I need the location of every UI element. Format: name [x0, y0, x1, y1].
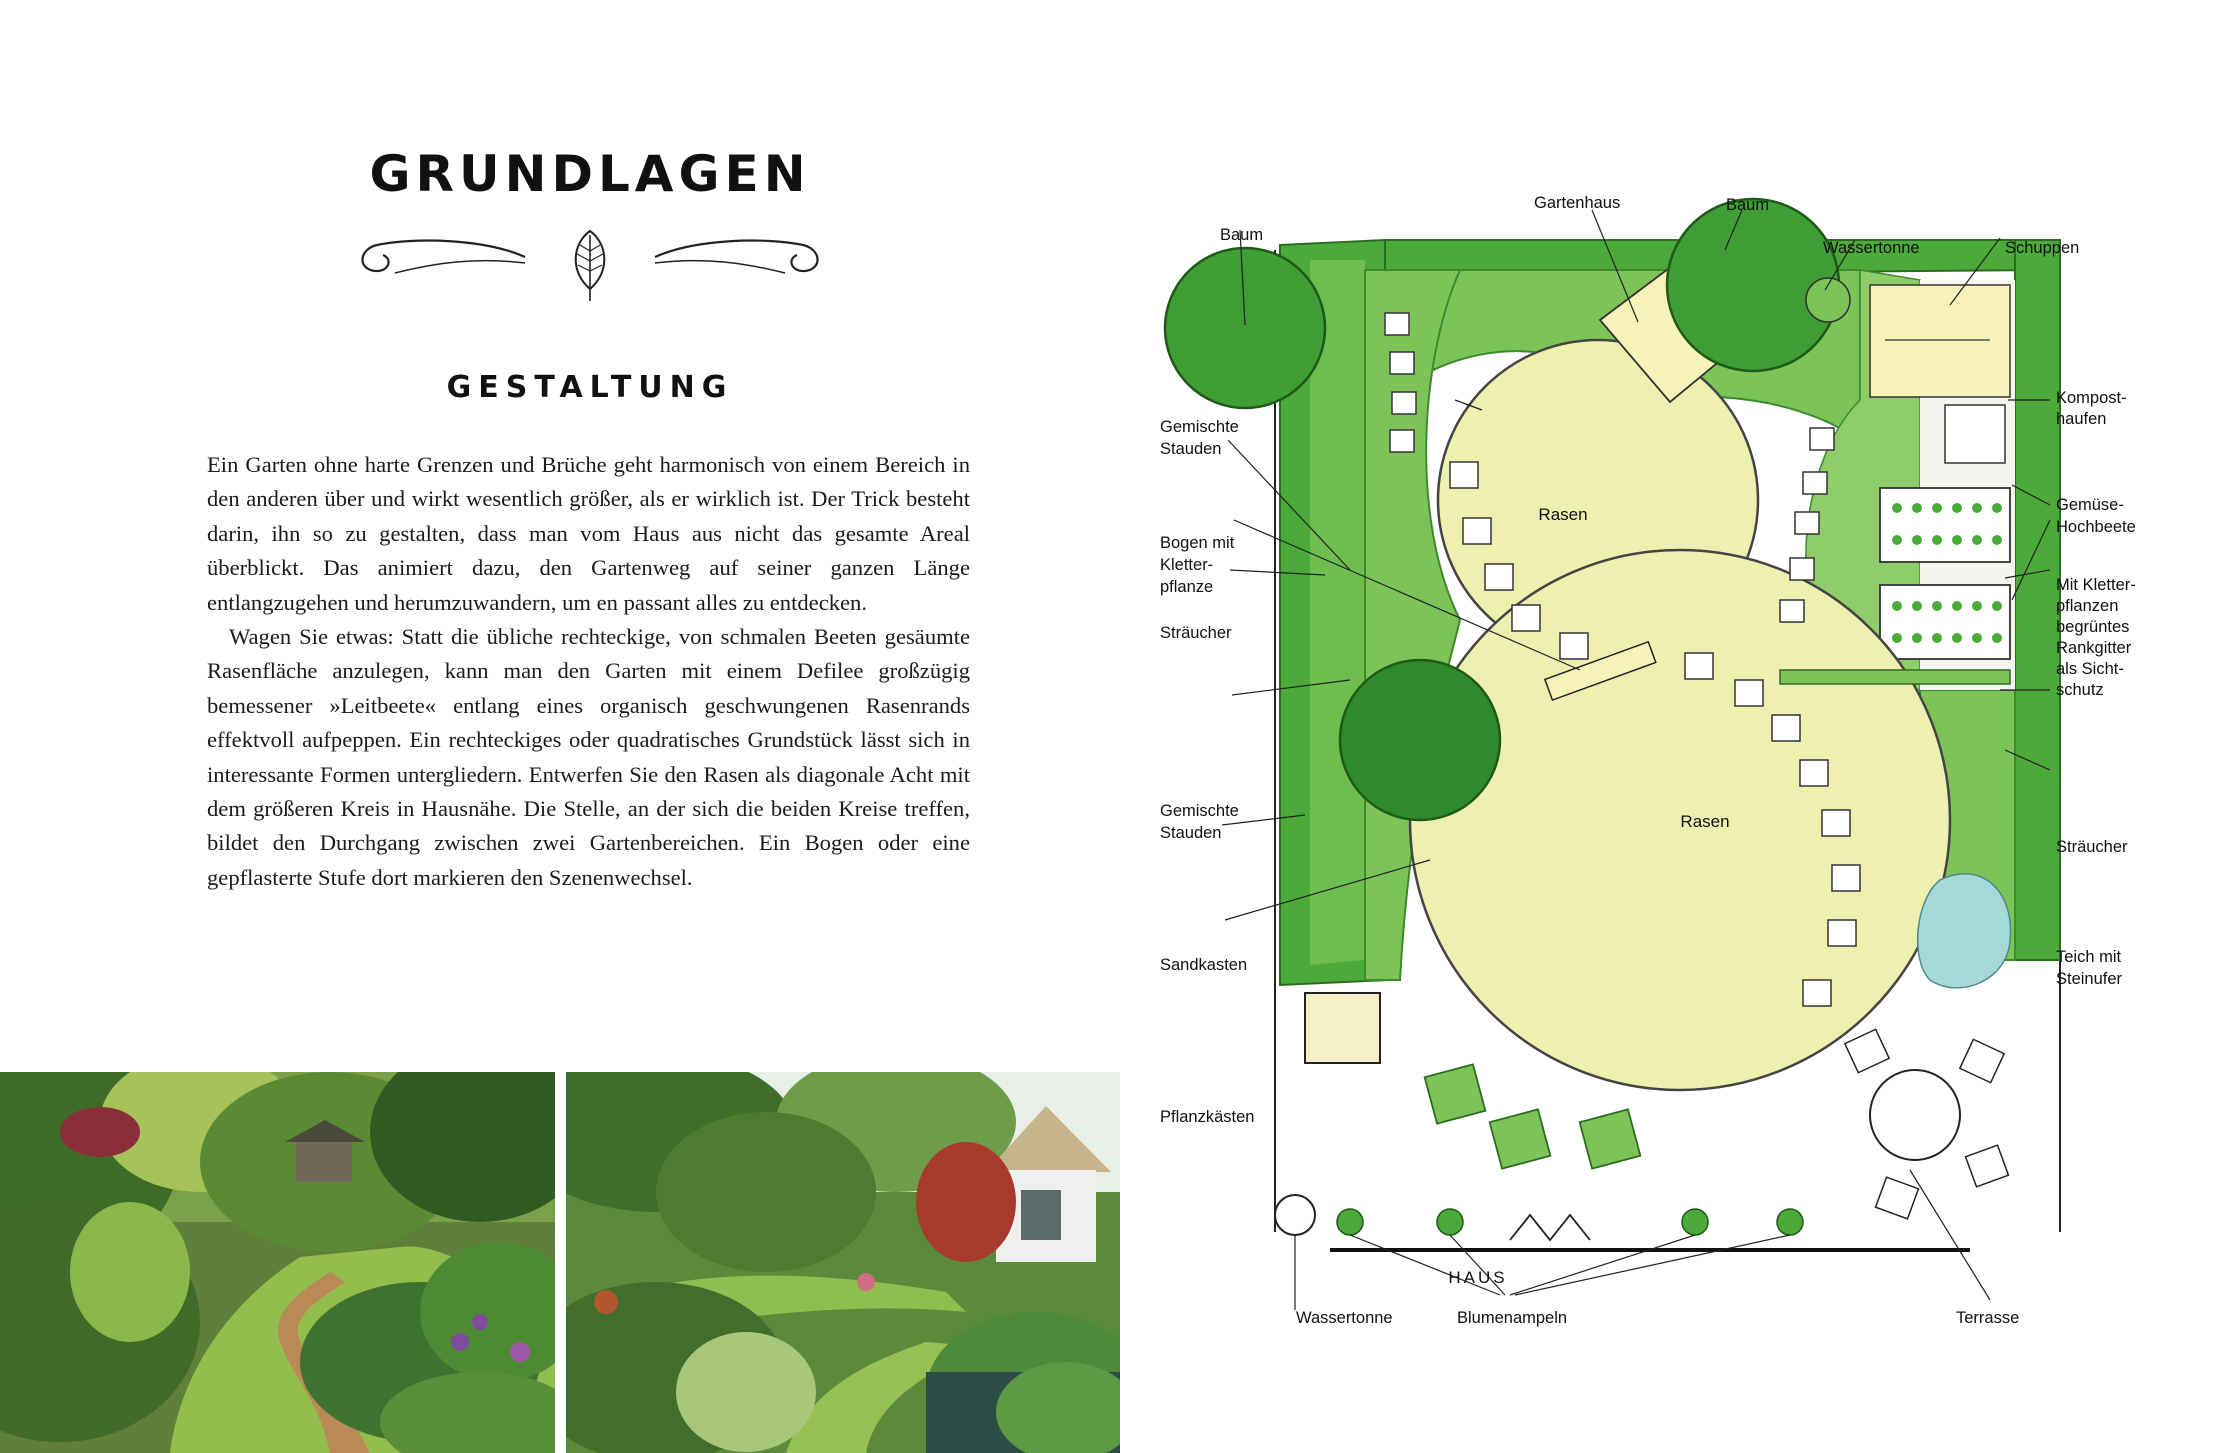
garden-plan	[1160, 100, 2200, 1350]
body-text	[207, 448, 970, 895]
label-teich-b: Steinufer	[2056, 970, 2123, 988]
label-pflanzkaesten: Pflanzkästen	[1160, 1108, 1255, 1126]
label-gemischte-stauden-2b: Stauden	[1160, 824, 1222, 842]
hanging-baskets	[1337, 1209, 1803, 1235]
garden-photo-gazebo	[566, 1072, 1120, 1453]
label-rankgitter-d: Rankgitter	[2056, 639, 2132, 657]
tree-middle	[1340, 660, 1500, 820]
right-hedge	[2015, 240, 2060, 960]
trellis	[1780, 670, 2010, 684]
label-wassertonne-top: Wassertonne	[1823, 239, 1920, 257]
label-gemischte-stauden-2a: Gemischte	[1160, 802, 1239, 820]
label-haus: HAUS	[1448, 1268, 1508, 1287]
tree-left	[1165, 248, 1325, 408]
label-gemischte-stauden-1a: Gemischte	[1160, 418, 1239, 436]
label-rankgitter-a: Mit Kletter-	[2056, 576, 2136, 594]
label-rankgitter-e: als Sicht-	[2056, 660, 2124, 678]
compost	[1945, 405, 2005, 463]
label-baum-left: Baum	[1220, 226, 1264, 244]
label-bogen-a: Bogen mit	[1160, 534, 1235, 552]
label-kompost-a: Kompost-	[2056, 389, 2127, 407]
label-straeucher-right: Sträucher	[2056, 838, 2128, 856]
leaf-ornament-icon	[355, 225, 825, 305]
label-gemuese-a: Gemüse-	[2056, 496, 2124, 514]
label-kompost-b: haufen	[2056, 410, 2107, 428]
pond	[1918, 874, 2011, 988]
garden-photo-path	[0, 1072, 555, 1453]
paragraph-1: Ein Garten ohne harte Grenzen und Brüche geht harmonisch von einem Bereich in den anderen über und wirkt wesentlich größer, als er wirklich ist. Der Trick besteht darin, ihn so zu gestalten, dass man vom Haus aus nicht das gesamte Areal überblickt. Das animiert dazu, den Gartenweg auf seiner ganzen Länge entlangzugehen und herumzuwandern, um en passant alles zu entdecken.	[207, 452, 970, 615]
label-sandkasten: Sandkasten	[1160, 956, 1248, 974]
sandbox	[1305, 993, 1380, 1063]
rain-barrel-bottom	[1275, 1195, 1315, 1235]
label-schuppen: Schuppen	[2005, 239, 2080, 257]
label-wassertonne-bottom: Wassertonne	[1296, 1309, 1393, 1327]
terrace-table	[1870, 1070, 1960, 1160]
label-bogen-c: pflanze	[1160, 578, 1214, 596]
label-gemischte-stauden-1b: Stauden	[1160, 440, 1222, 458]
label-rankgitter-c: begrüntes	[2056, 618, 2130, 636]
label-rankgitter-f: schutz	[2056, 681, 2104, 699]
raised-bed-2	[1880, 585, 2010, 659]
label-baum-top: Baum	[1726, 196, 1770, 214]
shed	[1870, 285, 2010, 397]
section-title: GESTALTUNG	[446, 370, 734, 405]
label-rankgitter-b: pflanzen	[2056, 597, 2119, 615]
label-gartenhaus: Gartenhaus	[1534, 194, 1621, 212]
label-blumenampeln: Blumenampeln	[1457, 1309, 1568, 1327]
raised-bed-1	[1880, 488, 2010, 562]
label-teich-a: Teich mit	[2056, 948, 2122, 966]
label-gemuese-b: Hochbeete	[2056, 518, 2136, 536]
label-bogen-b: Kletter-	[1160, 556, 1214, 574]
label-straeucher-left: Sträucher	[1160, 624, 1232, 642]
chapter-title: GRUNDLAGEN	[369, 145, 811, 203]
label-terrasse: Terrasse	[1956, 1309, 2020, 1327]
paragraph-2: Wagen Sie etwas: Statt die übliche rechteckige, von schmalen Beeten gesäumte Rasenfläche anzulegen, kann man den Garten mit einem Defilee großzügig bemessener »Leitbeete« entlang eines organisch geschwungenen Rasenrands effektvoll aufpeppen. Ein rechteckiges oder quadratisches Grundstück lässt sich in interessante Formen untergliedern. Entwerfen Sie den Rasen als diagonale Acht mit dem größeren Kreis in Hausnähe. Die Stelle, an der sich die beiden Kreise treffen, bildet den Durchgang zwischen zwei Gartenbereichen. Ein Bogen oder eine gepflasterte Stufe dort markieren den Szenenwechsel.	[207, 624, 970, 890]
label-rasen-large: Rasen	[1680, 812, 1730, 831]
label-rasen-small: Rasen	[1538, 505, 1588, 524]
